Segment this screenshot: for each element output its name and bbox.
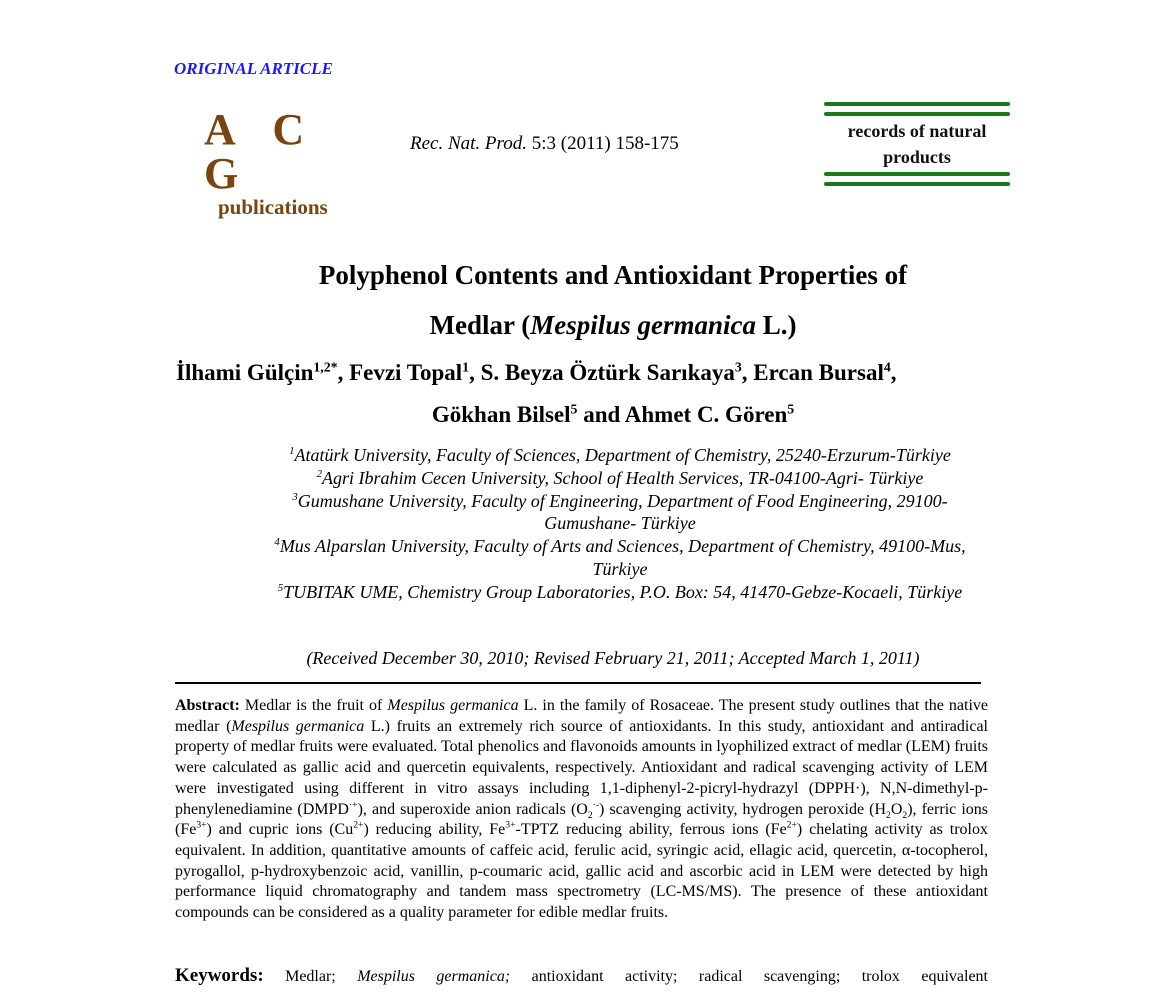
acg-publications-logo bbox=[204, 105, 364, 219]
affiliation bbox=[240, 581, 1000, 604]
affiliation bbox=[240, 490, 1000, 536]
superscript: 2+ bbox=[786, 819, 797, 831]
keywords-label: Keywords: bbox=[175, 965, 264, 986]
authors-line2 bbox=[0, 402, 1164, 428]
acg-logo-subtitle: publications bbox=[218, 195, 328, 219]
author-name: S. Beyza Öztürk Sarıkaya bbox=[480, 360, 735, 385]
author-name: Ahmet C. Gören bbox=[624, 402, 788, 427]
subscript: 2 bbox=[902, 809, 908, 821]
volume-issue-pages: 5:3 (2011) 158-175 bbox=[531, 133, 679, 154]
affil-num: 3 bbox=[292, 490, 298, 503]
superscript: ·+ bbox=[348, 799, 358, 811]
acg-logo-letters: A C G bbox=[204, 105, 319, 198]
logo-text-line1: records of natural bbox=[847, 121, 987, 141]
affil-text: Agri Ibrahim Cecen University, School of Health Services, TR-04100-Agri- Türkiye bbox=[322, 467, 924, 488]
abstract-text: ) chelating activity as trolox equivalent. In addition, quantitative amounts of caffeic acid, ferulic acid, syringic acid, ellagic acid, quercetin, α-tocopherol, pyrogallol, p-hydroxybenzoic acid, vanillin, p-coumaric acid, gallic acid and ascorbic acid in LEM were detected by high performance liquid chromatography and tandem mass spectrometry (LC-MS/MS). The presence of these antioxidant compounds can be considered as a quality parameter for edible medlar fruits. bbox=[175, 821, 988, 922]
journal-name: Rec. Nat. Prod. bbox=[410, 133, 527, 154]
affil-num: 5 bbox=[277, 581, 284, 594]
article-type-label: ORIGINAL ARTICLE bbox=[174, 59, 333, 78]
superscript: ·- bbox=[592, 799, 600, 811]
logo-bar bbox=[824, 172, 1010, 176]
logo-text bbox=[822, 118, 1012, 170]
abstract-text: ) reducing ability, Fe bbox=[363, 821, 506, 839]
author-affil: 3 bbox=[734, 359, 742, 375]
author-affil: 5 bbox=[570, 401, 578, 417]
author-name: İlhami Gülçin bbox=[176, 360, 314, 385]
separator: , bbox=[337, 360, 350, 385]
keywords bbox=[175, 965, 988, 987]
logo-bar bbox=[824, 182, 1010, 186]
title-text: Medlar ( bbox=[429, 310, 531, 340]
author-name: Fevzi Topal bbox=[349, 360, 463, 385]
authors-line1: İlhami Gülçin$^{1,2*}$, Fevzi Topal$^1$, S. Beyza Öztürk Sarıkaya$^3$, Ercan Bursal$^4$, bbox=[176, 359, 897, 385]
author-name: Ercan Bursal bbox=[753, 360, 884, 385]
abstract-text: ) scavenging activity, hydrogen peroxide (H bbox=[599, 800, 887, 818]
separator: and bbox=[577, 402, 625, 427]
affil-num: 1 bbox=[289, 445, 295, 457]
submission-dates: (Received December 30, 2010; Revised February 21, 2011; Accepted March 1, 2011) bbox=[306, 648, 920, 668]
affiliations bbox=[240, 444, 1000, 604]
author-affil: 4 bbox=[883, 359, 891, 375]
abstract-text: -TPTZ reducing ability, ferrous ions (Fe bbox=[515, 821, 787, 839]
author-affil: 1,2* bbox=[313, 359, 338, 375]
paper-title-line1: Polyphenol Contents and Antioxidant Properties of bbox=[318, 260, 908, 290]
logo-text-line2: products bbox=[883, 147, 951, 167]
author-name: Gökhan Bilsel bbox=[431, 402, 571, 427]
abstract-text: L. in the family of Rosaceae. The present study outlines that the native medlar ( bbox=[175, 697, 989, 735]
abstract bbox=[175, 696, 988, 924]
affiliation bbox=[240, 444, 1000, 467]
logo-bar bbox=[824, 112, 1010, 116]
author-affil: 5 bbox=[787, 401, 795, 417]
abstract-text: ), and superoxide anion radicals (O bbox=[357, 800, 588, 818]
superscript: 3+ bbox=[196, 819, 207, 831]
abstract-label: Abstract: bbox=[175, 697, 240, 714]
abstract-text: L.) fruits an extremely rich source of antioxidants. In this study, antioxidant and antiradical property of medlar fruits were evaluated. Total phenolics and flavonoids amounts in lyophilized extract of medlar (LEM) fruits were calculated as gallic acid and quercetin equivalents, respectively. Antioxidant and radical scavenging activity of LEM were investigated using different in vitro assays including 1,1-diphenyl-2-picryl-hydrazyl (DPPH·), N,N-dimethyl-p-phenylenediamine (DMPD bbox=[175, 717, 988, 818]
subscript: 2 bbox=[886, 809, 891, 821]
keywords-text: Medlar; bbox=[263, 968, 358, 985]
affil-num: 2 bbox=[316, 467, 322, 480]
superscript: 2+ bbox=[353, 819, 364, 831]
abstract-text: O bbox=[890, 800, 903, 818]
keywords-text: antioxidant activity; radical scavenging; trolox equivalent bbox=[510, 968, 988, 985]
separator: , bbox=[469, 360, 481, 385]
abstract-species: Mespilus germanica bbox=[231, 717, 365, 735]
affil-num: 4 bbox=[274, 536, 280, 549]
logo-bar bbox=[824, 102, 1010, 106]
abstract-text: ), ferric ions (Fe bbox=[175, 800, 989, 839]
author-affil: 1 bbox=[462, 359, 470, 375]
affil-text: TUBITAK UME, Chemistry Group Laboratories, P.O. Box: 54, 41470-Gebze-Kocaeli, Türkiye bbox=[283, 581, 963, 602]
separator: , bbox=[741, 360, 754, 385]
horizontal-rule bbox=[175, 682, 981, 684]
paper-title-line2 bbox=[0, 310, 1164, 341]
records-natural-products-logo bbox=[822, 100, 1012, 188]
affil-text: Gumushane University, Faculty of Engineering, Department of Food Engineering, 29100-Gumushane- Türkiye bbox=[297, 490, 948, 534]
abstract-species: Mespilus germanica bbox=[387, 697, 519, 714]
abstract-text: Medlar is the fruit of bbox=[239, 697, 388, 714]
journal-citation bbox=[410, 133, 679, 155]
title-species: Mespilus germanica bbox=[530, 310, 756, 340]
title-text: L.) bbox=[756, 310, 797, 340]
subscript: 2 bbox=[587, 809, 593, 821]
affiliation bbox=[240, 467, 1000, 490]
keywords-species: Mespilus germanica; bbox=[357, 968, 511, 985]
affil-text: Atatürk University, Faculty of Sciences, Department of Chemistry, 25240-Erzurum-Türkiye bbox=[294, 445, 951, 465]
superscript: 3+ bbox=[505, 819, 516, 831]
abstract-text: ) and cupric ions (Cu bbox=[206, 821, 354, 839]
affiliation bbox=[240, 535, 1000, 581]
affil-text: Mus Alparslan University, Faculty of Arts and Sciences, Department of Chemistry, 49100-Mus, Türkiye bbox=[279, 536, 966, 579]
